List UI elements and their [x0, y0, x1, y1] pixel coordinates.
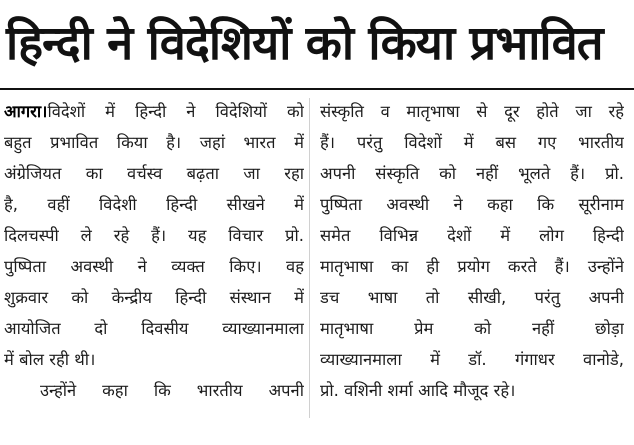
article-line: मातृभाषा का ही प्रयोग करते हैं। उन्होंने [320, 257, 624, 276]
article-line: है, वहीं विदेशी हिन्दी सीखने में [4, 195, 304, 214]
article-dateline: आगरा। [4, 102, 48, 121]
article-line: प्रो. वशिनी शर्मा आदि मौजूद रहे। [320, 381, 516, 400]
article-line: मातृभाषा प्रेम को नहीं छोड़ा [320, 319, 624, 338]
article-line: अपनी संस्कृति को नहीं भूलते हैं। प्रो. [320, 164, 624, 183]
article-line [4, 96, 304, 127]
article-line: बहुत प्रभावित किया है। जहां भारत में [4, 133, 304, 152]
article-line-text: विदेशों में हिन्दी ने विदेशियों को [47, 102, 304, 121]
article-line: दिलचस्पी ले रहे हैं। यह विचार प्रो. [4, 226, 304, 245]
article-column-right [320, 96, 624, 406]
headline-rule [0, 88, 634, 90]
article-column-left [4, 96, 304, 406]
article-line: पुष्पिता अवस्थी ने कहा कि सूरीनाम [320, 195, 624, 214]
article-line: समेत विभिन्न देशों में लोग हिन्दी [320, 226, 624, 245]
article-line: पुष्पिता अवस्थी ने व्यक्त किए। वह [4, 257, 304, 276]
article-line: व्याख्यानमाला में डॉ. गंगाधर वानोडे, [320, 350, 624, 369]
article-line: शुक्रवार को केन्द्रीय हिन्दी संस्थान में [4, 288, 304, 307]
article-line: संस्कृति व मातृभाषा से दूर होते जा रहे [320, 102, 624, 121]
article-headline: हिन्दी ने विदेशियों को किया प्रभावित [6, 16, 603, 71]
article-line: आयोजित दो दिवसीय व्याख्यानमाला [4, 319, 304, 338]
column-divider [309, 98, 310, 418]
article-line: अंग्रेजियत का वर्चस्व बढ़ता जा रहा [4, 164, 304, 183]
article-line: डच भाषा तो सीखी, परंतु अपनी [320, 288, 624, 307]
article-line: में बोल रही थी। [4, 350, 96, 369]
article-line: हैं। परंतु विदेशों में बस गए भारतीय [320, 133, 624, 152]
article-line: उन्होंने कहा कि भारतीय अपनी [40, 381, 304, 400]
